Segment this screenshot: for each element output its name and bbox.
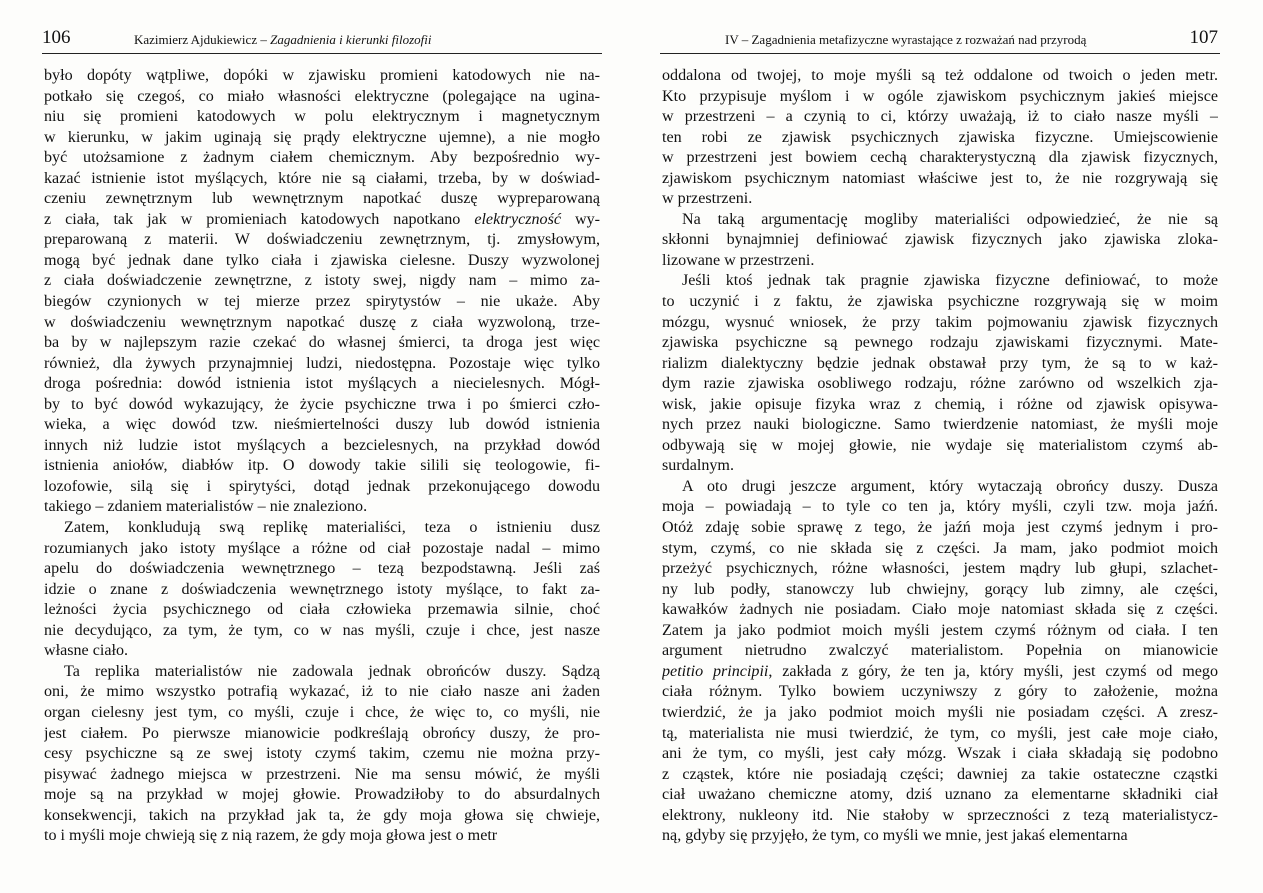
text-line: cesy psychiczne są ze swej istoty czymś takim, czemu nie można przy- xyxy=(44,745,600,763)
text-line: również, dla żywych przynajmniej ludzi, niedostępna. Pozostaje więc tylko xyxy=(44,354,600,372)
text-line: ten robi ze zjawisk psychicznych zjawiska fizyczne. Umiejscowienie xyxy=(662,128,1218,146)
text-line: Zatem, konkludują swą replikę materialiści, teza o istnieniu dusz xyxy=(64,519,600,537)
text-line: preparowaną z materii. W doświadczeniu zewnętrznym, tj. zmysłowym, xyxy=(44,231,600,249)
text-line: lizowane w przestrzeni. xyxy=(662,251,815,269)
right-running-head xyxy=(660,27,1220,54)
text-line: oddalona od twojej, to moje myśli są też oddalone od twoich o jeden metr. xyxy=(662,67,1218,84)
text-line: apelu do doświadczenia wewnętrznego – tezą bezpodstawną. Jeśli zaś xyxy=(44,560,600,578)
text-line: z ciała doświadczenie zewnętrzne, z istoty swej, nigdy nam – mimo za- xyxy=(44,272,600,290)
text-line: oni, że mimo wszystko potrafią wykazać, iż to nie ciało nasze ani żaden xyxy=(44,683,600,701)
text-line: Jeśli ktoś jednak tak pragnie zjawiska fizyczne definiować, to może xyxy=(682,272,1218,290)
text-line: organ cielesny jest tym, co myśli, czuje i chce, że więc to, co myśli, nie xyxy=(44,703,600,721)
right-page-number: 107 xyxy=(1189,27,1218,48)
text-line: nie decydująco, za tym, że tym, co w nas myśli, czuje i chce, jest nasze xyxy=(44,621,600,639)
right-page xyxy=(660,0,1220,893)
text-line: by to być dowód wykazujący, że życie psychiczne trwa i po śmierci czło- xyxy=(44,395,600,413)
text-line: mogą być jednak dane tylko ciała i zjawiska cielesne. Duszy wyzwolonej xyxy=(44,251,600,269)
text-line: moja – powiadają – to tyle co ten ja, który myśli, czyli tzw. moja jaźń. xyxy=(662,498,1218,516)
text-line: było dopóty wątpliwe, dopóki w zjawisku promieni katodowych nie na- xyxy=(44,67,600,84)
text-line: być utożsamione z żadnym ciałem chemicznym. Aby bezpośrednio wy- xyxy=(44,149,600,167)
left-running-head xyxy=(42,27,602,54)
text-line: Ta replika materialistów nie zadowala jednak obrońców duszy. Sądzą xyxy=(64,662,600,680)
text-line: Zatem ja jako podmiot moich myśli jestem czymś różnym od ciała. I ten xyxy=(662,621,1218,639)
text-line: kawałków żadnych nie posiadam. Ciało moje natomiast składa się z części. xyxy=(662,601,1218,619)
text-line: Otóż zdaję sobie sprawę z tego, że jaźń moja jest czymś jednym i pro- xyxy=(662,519,1218,537)
text-line: w przestrzeni jest bowiem cechą charakterystyczną dla zjawisk fizycznych, xyxy=(662,149,1218,167)
text-line: odbywają się w mojej głowie, nie wydaje się materialistom czymś ab- xyxy=(662,436,1218,454)
left-header-title xyxy=(134,32,432,48)
text-line: pisywać żadnego miejsca w przestrzeni. Nie ma sensu mówić, że myśli xyxy=(44,765,600,783)
text-line: własne ciało. xyxy=(44,642,129,660)
text-line: innych niż ludzie istot myślących a bezcielesnych, na przykład dowód xyxy=(44,436,600,454)
left-header-book-title: Zagadnienia i kierunki filozofii xyxy=(270,32,432,47)
text-line: surdalnym. xyxy=(662,457,734,475)
text-line: niu się promieni katodowych w polu elektrycznym i magnetycznym xyxy=(44,108,600,126)
text-line: droga pośrednia: dowód istnienia istot myślących a niecielesnych. Mógł- xyxy=(44,375,600,393)
text-line: A oto drugi jeszcze argument, który wytaczają obrońcy duszy. Dusza xyxy=(682,477,1218,495)
text-line: ny lub podły, stanowczy lub chwiejny, gorący lub zimny, ale części, xyxy=(662,580,1218,598)
text-line: w przestrzeni. xyxy=(662,190,753,208)
text-line: takiego – zdaniem materialistów – nie znaleziono. xyxy=(44,498,368,516)
text-line: mózgu, wysnuć wniosek, że przy takim pojmowaniu zjawisk fizycznych xyxy=(662,313,1218,331)
text-line: nych przez nauki biologiczne. Samo twierdzenie natomiast, że myśli moje xyxy=(662,416,1218,434)
left-page xyxy=(42,0,602,893)
text-line: kazać istnienie istot myślących, które nie są ciałami, trzeba, by w doświad- xyxy=(44,169,600,187)
text-line: lozofowie, silą się i spirytyści, dotąd jednak przekonującego dowodu xyxy=(44,477,600,495)
text-line: dym razie zjawiska osobliwego rodzaju, różne zarówno od wszelkich zja- xyxy=(662,375,1218,393)
text-line: w przestrzeni – a czynią to ci, którzy uważają, iż to ciało nasze myśli – xyxy=(662,108,1218,126)
text-line: elektrony, nukleony itd. Nie stałoby w sprzeczności z tezą materialistycz- xyxy=(662,806,1218,824)
text-line: Kto przypisuje myślom i w ogóle zjawiskom psychicznym jakieś miejsce xyxy=(662,87,1218,105)
text-line: argument nietrudno zwalczyć materialistom. Popełnia on mianowicie xyxy=(662,642,1218,660)
text-line: twierdzić, że ja jako podmiot moich myśli nie posiadam części. A zresz- xyxy=(662,703,1218,721)
text-line: petitio principii, zakłada z góry, że ten ja, który myśli, jest czymś od mego xyxy=(662,662,1218,680)
text-line: zjawiskom psychicznym natomiast właściwe jest to, że nie rozgrywają się xyxy=(662,169,1218,187)
text-line: z cząstek, które nie posiadają części; dawniej za takie ostateczne cząstki xyxy=(662,765,1218,783)
text-line: tą, materialista nie musi twierdzić, że tym, co myśli, jest całe moje ciało, xyxy=(662,724,1218,742)
text-line: konsekwencji, takich na przykład jak ta, że gdy moja głowa się chwieje, xyxy=(44,806,600,824)
text-line: ciała różnym. Tylko bowiem uczyniwszy z góry to założenie, można xyxy=(662,683,1218,701)
text-line: to uczynić i z faktu, że zjawiska psychiczne rozgrywają się w moim xyxy=(662,293,1218,311)
text-line: istnienia aniołów, diabłów itp. O dowody takie silili się teologowie, fi- xyxy=(44,457,600,475)
text-line: zjawiska psychiczne są pewnego rodzaju zjawiskami fizycznymi. Mate- xyxy=(662,334,1218,352)
left-header-author: Kazimierz Ajdukiewicz – xyxy=(134,32,271,47)
text-line: czeniu zewnętrznym lub wewnętrznym napotkać duszę wypreparowaną xyxy=(44,190,600,208)
right-page-body xyxy=(662,66,1218,847)
text-line: ciał uważano chemiczne atomy, dziś uznano za elementarne składniki ciał xyxy=(662,786,1218,804)
text-line: jest ciałem. Po pierwsze mianowicie podkreślają obrońcy duszy, że pro- xyxy=(44,724,600,742)
text-line: przeżyć psychicznych, różne własności, jestem mądry lub głupi, szlachet- xyxy=(662,560,1218,578)
text-line: moje są na przykład w mojej głowie. Prowadziłoby to do absurdalnych xyxy=(44,786,600,804)
left-page-body xyxy=(44,66,600,847)
text-line: rozumianych jako istoty myślące a różne od ciał pozostaje nadal – mimo xyxy=(44,539,600,557)
right-header-title: IV – Zagadnienia metafizyczne wyrastające z rozważań nad przyrodą xyxy=(725,32,1087,47)
text-line: ba by w najlepszym razie czekać do własnej śmierci, ta droga jest więc xyxy=(44,334,600,352)
text-line: Na taką argumentację mogliby materialiści odpowiedzieć, że nie są xyxy=(682,210,1218,228)
text-line: w doświadczeniu wewnętrznym napotkać duszę z ciała wyzwoloną, trze- xyxy=(44,313,600,331)
text-line: skłonni bynajmniej definiować zjawisk fizycznych jako zjawiska zloka- xyxy=(662,231,1218,249)
text-line: potkało się czegoś, co miało własności elektryczne (polegające na ugina- xyxy=(44,87,600,105)
text-line: rializm dialektyczny będzie jednak obstawał przy tym, że są to w każ- xyxy=(662,354,1218,372)
left-page-number: 106 xyxy=(42,27,71,48)
text-line: leżności życia psychicznego od ciała człowieka przemawia silnie, choć xyxy=(44,601,600,619)
text-line: wieka, a więc dowód tzw. nieśmiertelności duszy lub dowód istnienia xyxy=(44,416,600,434)
text-line: w kierunku, w jakim uginają się prądy elektryczne ujemne), a nie mogło xyxy=(44,128,600,146)
text-line: biegów czynionych w tej mierze przez spirytystów – nie ukaże. Aby xyxy=(44,293,600,311)
text-line: ani że tym, co myśli, jest cały mózg. Wszak i ciała składają się podobno xyxy=(662,745,1218,763)
text-line: ną, gdyby się przyjęło, że tym, co myśli we mnie, jest jakaś elementarna xyxy=(662,827,1128,845)
text-line: wisk, jakie opisuje fizyka wraz z chemią, i różne od zjawisk opisywa- xyxy=(662,395,1218,413)
text-line: idzie o znane z doświadczenia wewnętrznego istoty myślące, to fakt za- xyxy=(44,580,600,598)
text-line: stym, czymś, co nie składa się z części. Ja mam, jako podmiot moich xyxy=(662,539,1218,557)
text-line: to i myśli moje chwieją się z nią razem, że gdy moja głowa jest o metr xyxy=(44,827,498,845)
text-line: z ciała, tak jak w promieniach katodowych napotkano elektryczność wy- xyxy=(44,210,600,228)
